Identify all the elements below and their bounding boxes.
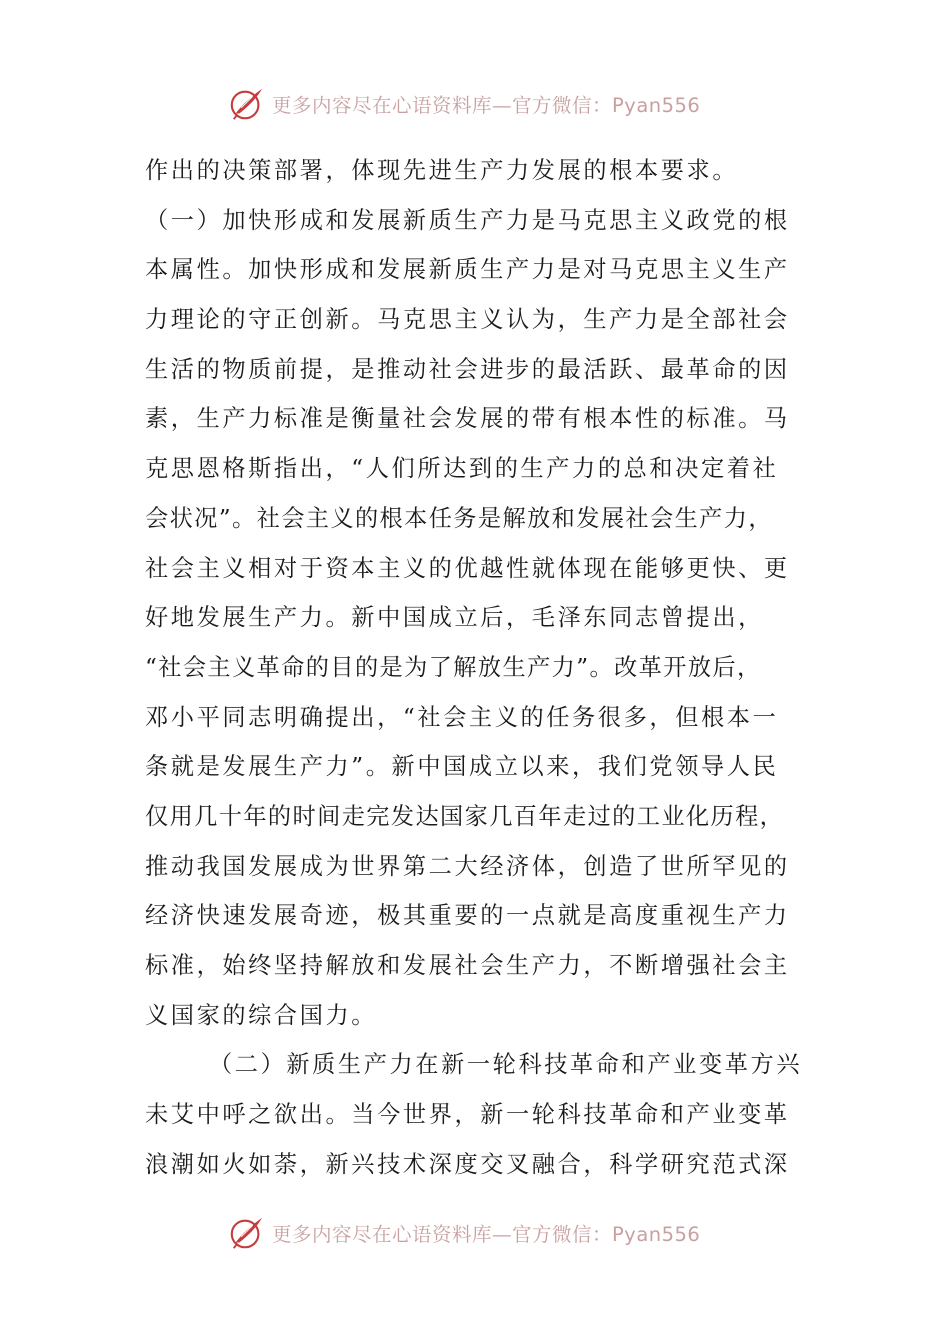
text-line: 推动我国发展成为世界第二大经济体，创造了世所罕见的 [145, 852, 790, 880]
text-line: 未艾中呼之欲出。当今世界，新一轮科技革命和产业变革 [145, 1101, 790, 1129]
footer-banner [228, 1211, 700, 1255]
text-line: 会状况”。社会主义的根本任务是解放和发展社会生产力， [145, 504, 773, 532]
text-line: 力理论的守正创新。马克思主义认为，生产力是全部社会 [145, 306, 790, 334]
text-line: 素，生产力标准是衡量社会发展的带有根本性的标准。马 [145, 405, 790, 433]
text-line: （一）加快形成和发展新质生产力是马克思主义政党的根 [145, 206, 790, 234]
document-body [145, 146, 805, 1189]
header-banner [228, 82, 700, 126]
text-line: 社会主义相对于资本主义的优越性就体现在能够更快、更 [145, 554, 790, 582]
text-line: 经济快速发展奇迹，极其重要的一点就是高度重视生产力 [145, 902, 790, 930]
text-line: 作出的决策部署，体现先进生产力发展的根本要求。 [145, 157, 739, 184]
banner-message: 更多内容尽在心语资料库—官方微信： [272, 1223, 613, 1246]
wechat-id: Pyan556 [612, 94, 701, 117]
text-line: 浪潮如火如荼，新兴技术深度交叉融合，科学研究范式深 [145, 1150, 790, 1178]
quill-pen-logo-icon [228, 85, 266, 123]
text-line: 义国家的综合国力。 [145, 1001, 378, 1029]
banner-message: 更多内容尽在心语资料库—官方微信： [272, 94, 613, 117]
wechat-id: Pyan556 [612, 1223, 701, 1246]
text-line: 标准，始终坚持解放和发展社会生产力，不断增强社会主 [145, 952, 790, 979]
quill-pen-logo-icon [228, 1214, 266, 1252]
text-line: （二）新质生产力在新一轮科技革命和产业变革方兴 [209, 1051, 803, 1079]
banner-text [272, 90, 700, 118]
banner-text [272, 1219, 700, 1247]
text-line: 仅用几十年的时间走完发达国家几百年走过的工业化历程， [145, 802, 785, 830]
text-line: 好地发展生产力。新中国成立后，毛泽东同志曾提出， [145, 604, 764, 632]
text-line: 生活的物质前提，是推动社会进步的最活跃、最革命的因 [145, 355, 790, 383]
text-line: “社会主义革命的目的是为了解放生产力”。改革开放后， [145, 653, 762, 681]
text-line: 克思恩格斯指出，“人们所达到的生产力的总和决定着社 [145, 455, 779, 483]
text-line: 本属性。加快形成和发展新质生产力是对马克思主义生产 [145, 256, 790, 284]
text-line: 条就是发展生产力”。新中国成立以来，我们党领导人民 [145, 753, 779, 781]
text-line: 邓小平同志明确提出，“社会主义的任务很多，但根本一 [145, 703, 779, 731]
